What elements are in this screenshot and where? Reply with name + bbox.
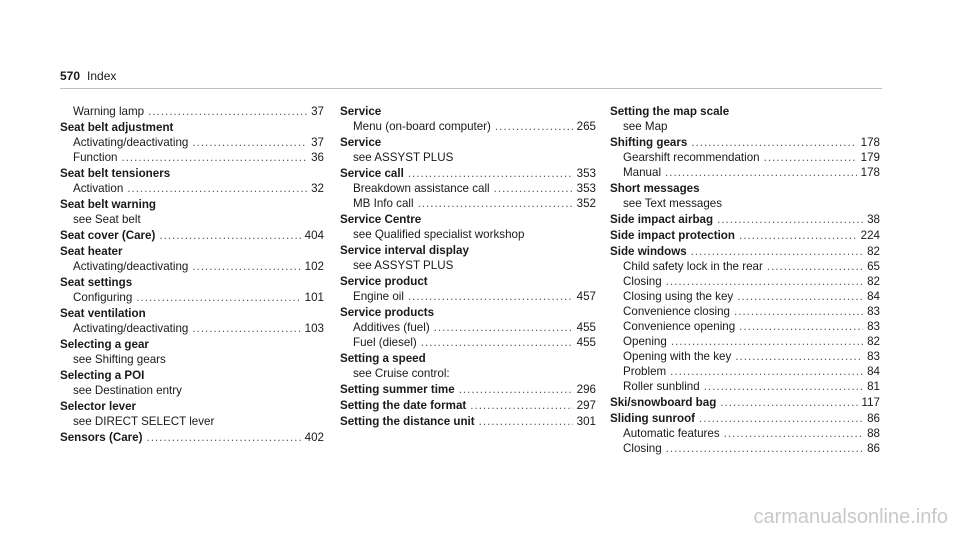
index-term-label: Seat belt warning — [60, 198, 156, 211]
page-reference: 352 — [576, 197, 596, 210]
dot-leader — [146, 430, 300, 445]
index-subentry — [610, 196, 880, 211]
page-reference: 86 — [867, 442, 880, 455]
index-entry — [340, 274, 596, 304]
index-subentry — [340, 258, 596, 273]
dot-leader — [764, 150, 857, 165]
dot-leader — [470, 398, 572, 413]
index-term — [610, 104, 880, 119]
page-reference: 265 — [576, 120, 596, 133]
page-reference: 353 — [576, 182, 596, 195]
index-term — [60, 120, 324, 135]
index-term — [610, 395, 880, 410]
index-entry — [610, 228, 880, 243]
index-subentry-label: Activation — [73, 182, 124, 195]
page-reference: 224 — [860, 229, 880, 242]
dot-leader — [495, 119, 573, 134]
index-term-label: Service call — [340, 167, 404, 180]
index-term-label: Seat ventilation — [60, 307, 146, 320]
index-subentry — [60, 181, 324, 196]
index-term — [60, 228, 324, 243]
page-reference: 178 — [860, 166, 880, 179]
index-subentry — [610, 364, 880, 379]
index-subentry — [60, 290, 324, 305]
index-entry — [60, 166, 324, 196]
index-subentry-label: Activating/deactivating — [73, 136, 189, 149]
index-entry — [60, 399, 324, 429]
index-entry — [340, 382, 596, 397]
watermark: carmanualsonline.info — [753, 506, 948, 528]
page-reference: 82 — [867, 335, 880, 348]
dot-leader — [724, 426, 863, 441]
index-subentry-label: Convenience closing — [623, 305, 730, 318]
index-term — [610, 135, 880, 150]
index-entry — [60, 104, 324, 119]
index-subentry-label: see ASSYST PLUS — [353, 259, 454, 272]
index-subentry-label: Activating/deactivating — [73, 322, 189, 335]
index-subentry — [340, 289, 596, 304]
page-header — [60, 69, 116, 83]
page-reference: 86 — [867, 412, 880, 425]
index-term — [60, 197, 324, 212]
index-subentry — [610, 304, 880, 319]
index-term — [60, 244, 324, 259]
dot-leader — [666, 274, 863, 289]
index-term — [340, 166, 596, 181]
dot-leader — [408, 289, 573, 304]
index-term — [610, 212, 880, 227]
index-entry — [340, 243, 596, 273]
dot-leader — [459, 382, 573, 397]
index-entry — [60, 430, 324, 445]
page-reference: 103 — [304, 322, 324, 335]
dot-leader — [737, 289, 863, 304]
index-term-label: Setting the date format — [340, 399, 467, 412]
index-term-label: Service — [340, 105, 382, 118]
index-subentry — [60, 104, 324, 119]
dot-leader — [159, 228, 300, 243]
index-term — [340, 305, 596, 320]
index-term — [60, 306, 324, 321]
index-subentry-label: Engine oil — [353, 290, 404, 303]
page-reference: 178 — [860, 136, 880, 149]
index-entry — [610, 181, 880, 211]
index-term — [340, 274, 596, 289]
page-reference: 301 — [576, 415, 596, 428]
index-entry — [610, 212, 880, 227]
index-entry — [340, 351, 596, 381]
index-entry — [60, 368, 324, 398]
index-subentry — [610, 150, 880, 165]
index-column-1 — [60, 104, 324, 446]
page-reference: 179 — [860, 151, 880, 164]
index-subentry-label: Opening — [623, 335, 667, 348]
dot-leader — [494, 181, 573, 196]
index-entry — [340, 212, 596, 242]
index-subentry-label: Closing — [623, 442, 662, 455]
index-subentry — [60, 352, 324, 367]
page-reference: 404 — [304, 229, 324, 242]
index-subentry-label: see DIRECT SELECT lever — [73, 415, 215, 428]
page-reference: 455 — [576, 321, 596, 334]
index-term-label: Side impact airbag — [610, 213, 714, 226]
page-reference: 37 — [311, 136, 324, 149]
index-term-label: Setting a speed — [340, 352, 426, 365]
dot-leader — [421, 335, 573, 350]
index-term-label: Sensors (Care) — [60, 431, 143, 444]
index-subentry — [340, 366, 596, 381]
dot-leader — [670, 364, 863, 379]
index-subentry-label: see Shifting gears — [73, 353, 166, 366]
index-subentry-label: see Map — [623, 120, 668, 133]
index-entry — [610, 135, 880, 180]
index-subentry-label: see Cruise control: — [353, 367, 450, 380]
index-subentry — [610, 165, 880, 180]
index-column-3 — [610, 104, 880, 457]
index-entry — [60, 244, 324, 274]
page-reference: 83 — [867, 320, 880, 333]
page-reference: 36 — [311, 151, 324, 164]
index-term — [340, 398, 596, 413]
page-reference: 84 — [867, 290, 880, 303]
page-reference: 402 — [304, 431, 324, 444]
page-reference: 83 — [867, 350, 880, 363]
index-term-label: Seat settings — [60, 276, 133, 289]
page-title: Index — [87, 69, 117, 83]
index-term — [60, 399, 324, 414]
dot-leader — [136, 290, 300, 305]
index-subentry-label: Convenience opening — [623, 320, 736, 333]
index-entry — [340, 166, 596, 211]
index-subentry-label: Configuring — [73, 291, 133, 304]
page-reference: 455 — [576, 336, 596, 349]
index-term-label: Seat cover (Care) — [60, 229, 156, 242]
index-term — [60, 166, 324, 181]
index-term-label: Seat belt tensioners — [60, 167, 171, 180]
index-entry — [610, 411, 880, 456]
page-reference: 88 — [867, 427, 880, 440]
index-term — [340, 351, 596, 366]
index-term-label: Service product — [340, 275, 428, 288]
dot-leader — [192, 135, 307, 150]
index-term — [610, 228, 880, 243]
index-term-label: Service interval display — [340, 244, 469, 257]
dot-leader — [121, 150, 307, 165]
index-subentry — [340, 335, 596, 350]
index-subentry-label: Gearshift recommendation — [623, 151, 760, 164]
index-subentry-label: Additives (fuel) — [353, 321, 430, 334]
index-subentry — [60, 383, 324, 398]
dot-leader — [767, 259, 863, 274]
index-subentry-label: Closing — [623, 275, 662, 288]
index-subentry-label: Breakdown assistance call — [353, 182, 490, 195]
index-entry — [60, 275, 324, 305]
dot-leader — [665, 165, 857, 180]
index-term — [340, 382, 596, 397]
dot-leader — [720, 395, 857, 410]
index-term-label: Sliding sunroof — [610, 412, 696, 425]
index-subentry — [340, 196, 596, 211]
dot-leader — [699, 411, 863, 426]
index-subentry — [340, 150, 596, 165]
index-subentry — [340, 119, 596, 134]
index-subentry — [610, 441, 880, 456]
index-subentry — [610, 319, 880, 334]
dot-leader — [671, 334, 863, 349]
index-subentry-label: see ASSYST PLUS — [353, 151, 454, 164]
index-term — [610, 181, 880, 196]
page-reference: 296 — [576, 383, 596, 396]
index-term — [340, 243, 596, 258]
index-term-label: Service — [340, 136, 382, 149]
index-subentry — [60, 414, 324, 429]
dot-leader — [148, 104, 307, 119]
index-subentry — [340, 227, 596, 242]
index-subentry-label: see Destination entry — [73, 384, 182, 397]
index-entry — [60, 120, 324, 165]
index-subentry — [340, 181, 596, 196]
index-term — [60, 368, 324, 383]
page-reference: 82 — [867, 245, 880, 258]
index-term — [60, 275, 324, 290]
index-term — [340, 212, 596, 227]
index-term-label: Selecting a POI — [60, 369, 145, 382]
page-reference: 102 — [304, 260, 324, 273]
page-reference: 84 — [867, 365, 880, 378]
index-subentry — [340, 320, 596, 335]
page-reference: 37 — [311, 105, 324, 118]
index-term-label: Setting the distance unit — [340, 415, 475, 428]
index-entry — [340, 104, 596, 134]
index-subentry-label: Fuel (diesel) — [353, 336, 417, 349]
index-subentry — [60, 321, 324, 336]
index-subentry-label: Manual — [623, 166, 662, 179]
index-subentry — [610, 379, 880, 394]
index-subentry-label: Warning lamp — [73, 105, 145, 118]
page-reference: 457 — [576, 290, 596, 303]
index-subentry — [610, 289, 880, 304]
index-subentry-label: Child safety lock in the rear — [623, 260, 763, 273]
dot-leader — [192, 321, 300, 336]
index-term — [340, 104, 596, 119]
index-term — [340, 135, 596, 150]
page-reference: 81 — [867, 380, 880, 393]
page-reference: 297 — [576, 399, 596, 412]
index-entry — [340, 135, 596, 165]
index-term-label: Short messages — [610, 182, 700, 195]
dot-leader — [704, 379, 863, 394]
index-subentry-label: see Text messages — [623, 197, 723, 210]
page-number: 570 — [60, 69, 81, 83]
index-entry — [340, 305, 596, 350]
page-reference: 101 — [304, 291, 324, 304]
page-reference: 65 — [867, 260, 880, 273]
dot-leader — [739, 228, 857, 243]
index-entry — [60, 306, 324, 336]
index-subentry-label: Roller sunblind — [623, 380, 700, 393]
page-reference: 32 — [311, 182, 324, 195]
page-reference: 38 — [867, 213, 880, 226]
page-reference: 117 — [861, 396, 880, 409]
index-column-2 — [340, 104, 596, 430]
page-reference: 83 — [867, 305, 880, 318]
index-term — [60, 430, 324, 445]
index-subentry — [610, 259, 880, 274]
index-subentry-label: Opening with the key — [623, 350, 732, 363]
index-entry — [610, 244, 880, 394]
index-term-label: Selector lever — [60, 400, 137, 413]
index-subentry — [60, 135, 324, 150]
dot-leader — [127, 181, 307, 196]
index-term-label: Shifting gears — [610, 136, 688, 149]
index-subentry — [610, 334, 880, 349]
page-reference: 353 — [576, 167, 596, 180]
index-entry — [60, 337, 324, 367]
dot-leader — [717, 212, 863, 227]
index-term-label: Service products — [340, 306, 435, 319]
index-entry — [340, 414, 596, 429]
index-term-label: Seat heater — [60, 245, 123, 258]
dot-leader — [418, 196, 573, 211]
index-entry — [340, 398, 596, 413]
dot-leader — [666, 441, 863, 456]
index-subentry-label: see Qualified specialist workshop — [353, 228, 525, 241]
dot-leader — [479, 414, 573, 429]
dot-leader — [691, 244, 863, 259]
index-subentry-label: see Seat belt — [73, 213, 141, 226]
index-subentry-label: MB Info call — [353, 197, 414, 210]
index-subentry — [610, 349, 880, 364]
dot-leader — [734, 304, 863, 319]
index-subentry — [610, 274, 880, 289]
index-subentry-label: Closing using the key — [623, 290, 734, 303]
dot-leader — [739, 319, 863, 334]
header-divider — [60, 88, 882, 89]
index-term-label: Side impact protection — [610, 229, 735, 242]
page-reference: 82 — [867, 275, 880, 288]
index-term — [60, 337, 324, 352]
dot-leader — [434, 320, 573, 335]
index-term — [340, 414, 596, 429]
index-term-label: Service Centre — [340, 213, 422, 226]
index-term-label: Setting the map scale — [610, 105, 730, 118]
index-subentry-label: Problem — [623, 365, 667, 378]
index-term-label: Setting summer time — [340, 383, 455, 396]
index-entry — [610, 104, 880, 134]
dot-leader — [192, 259, 300, 274]
index-subentry-label: Activating/deactivating — [73, 260, 189, 273]
index-entry — [60, 228, 324, 243]
index-entry — [610, 395, 880, 410]
index-subentry — [610, 119, 880, 134]
index-subentry-label: Automatic features — [623, 427, 720, 440]
index-term-label: Side windows — [610, 245, 687, 258]
index-term — [610, 244, 880, 259]
index-subentry — [60, 212, 324, 227]
index-subentry — [60, 259, 324, 274]
index-subentry-label: Function — [73, 151, 118, 164]
index-term — [610, 411, 880, 426]
index-subentry-label: Menu (on-board computer) — [353, 120, 491, 133]
index-subentry — [610, 426, 880, 441]
index-term-label: Seat belt adjustment — [60, 121, 174, 134]
dot-leader — [691, 135, 856, 150]
index-term-label: Selecting a gear — [60, 338, 149, 351]
index-term-label: Ski/snowboard bag — [610, 396, 717, 409]
index-subentry — [60, 150, 324, 165]
dot-leader — [408, 166, 573, 181]
dot-leader — [735, 349, 863, 364]
index-entry — [60, 197, 324, 227]
